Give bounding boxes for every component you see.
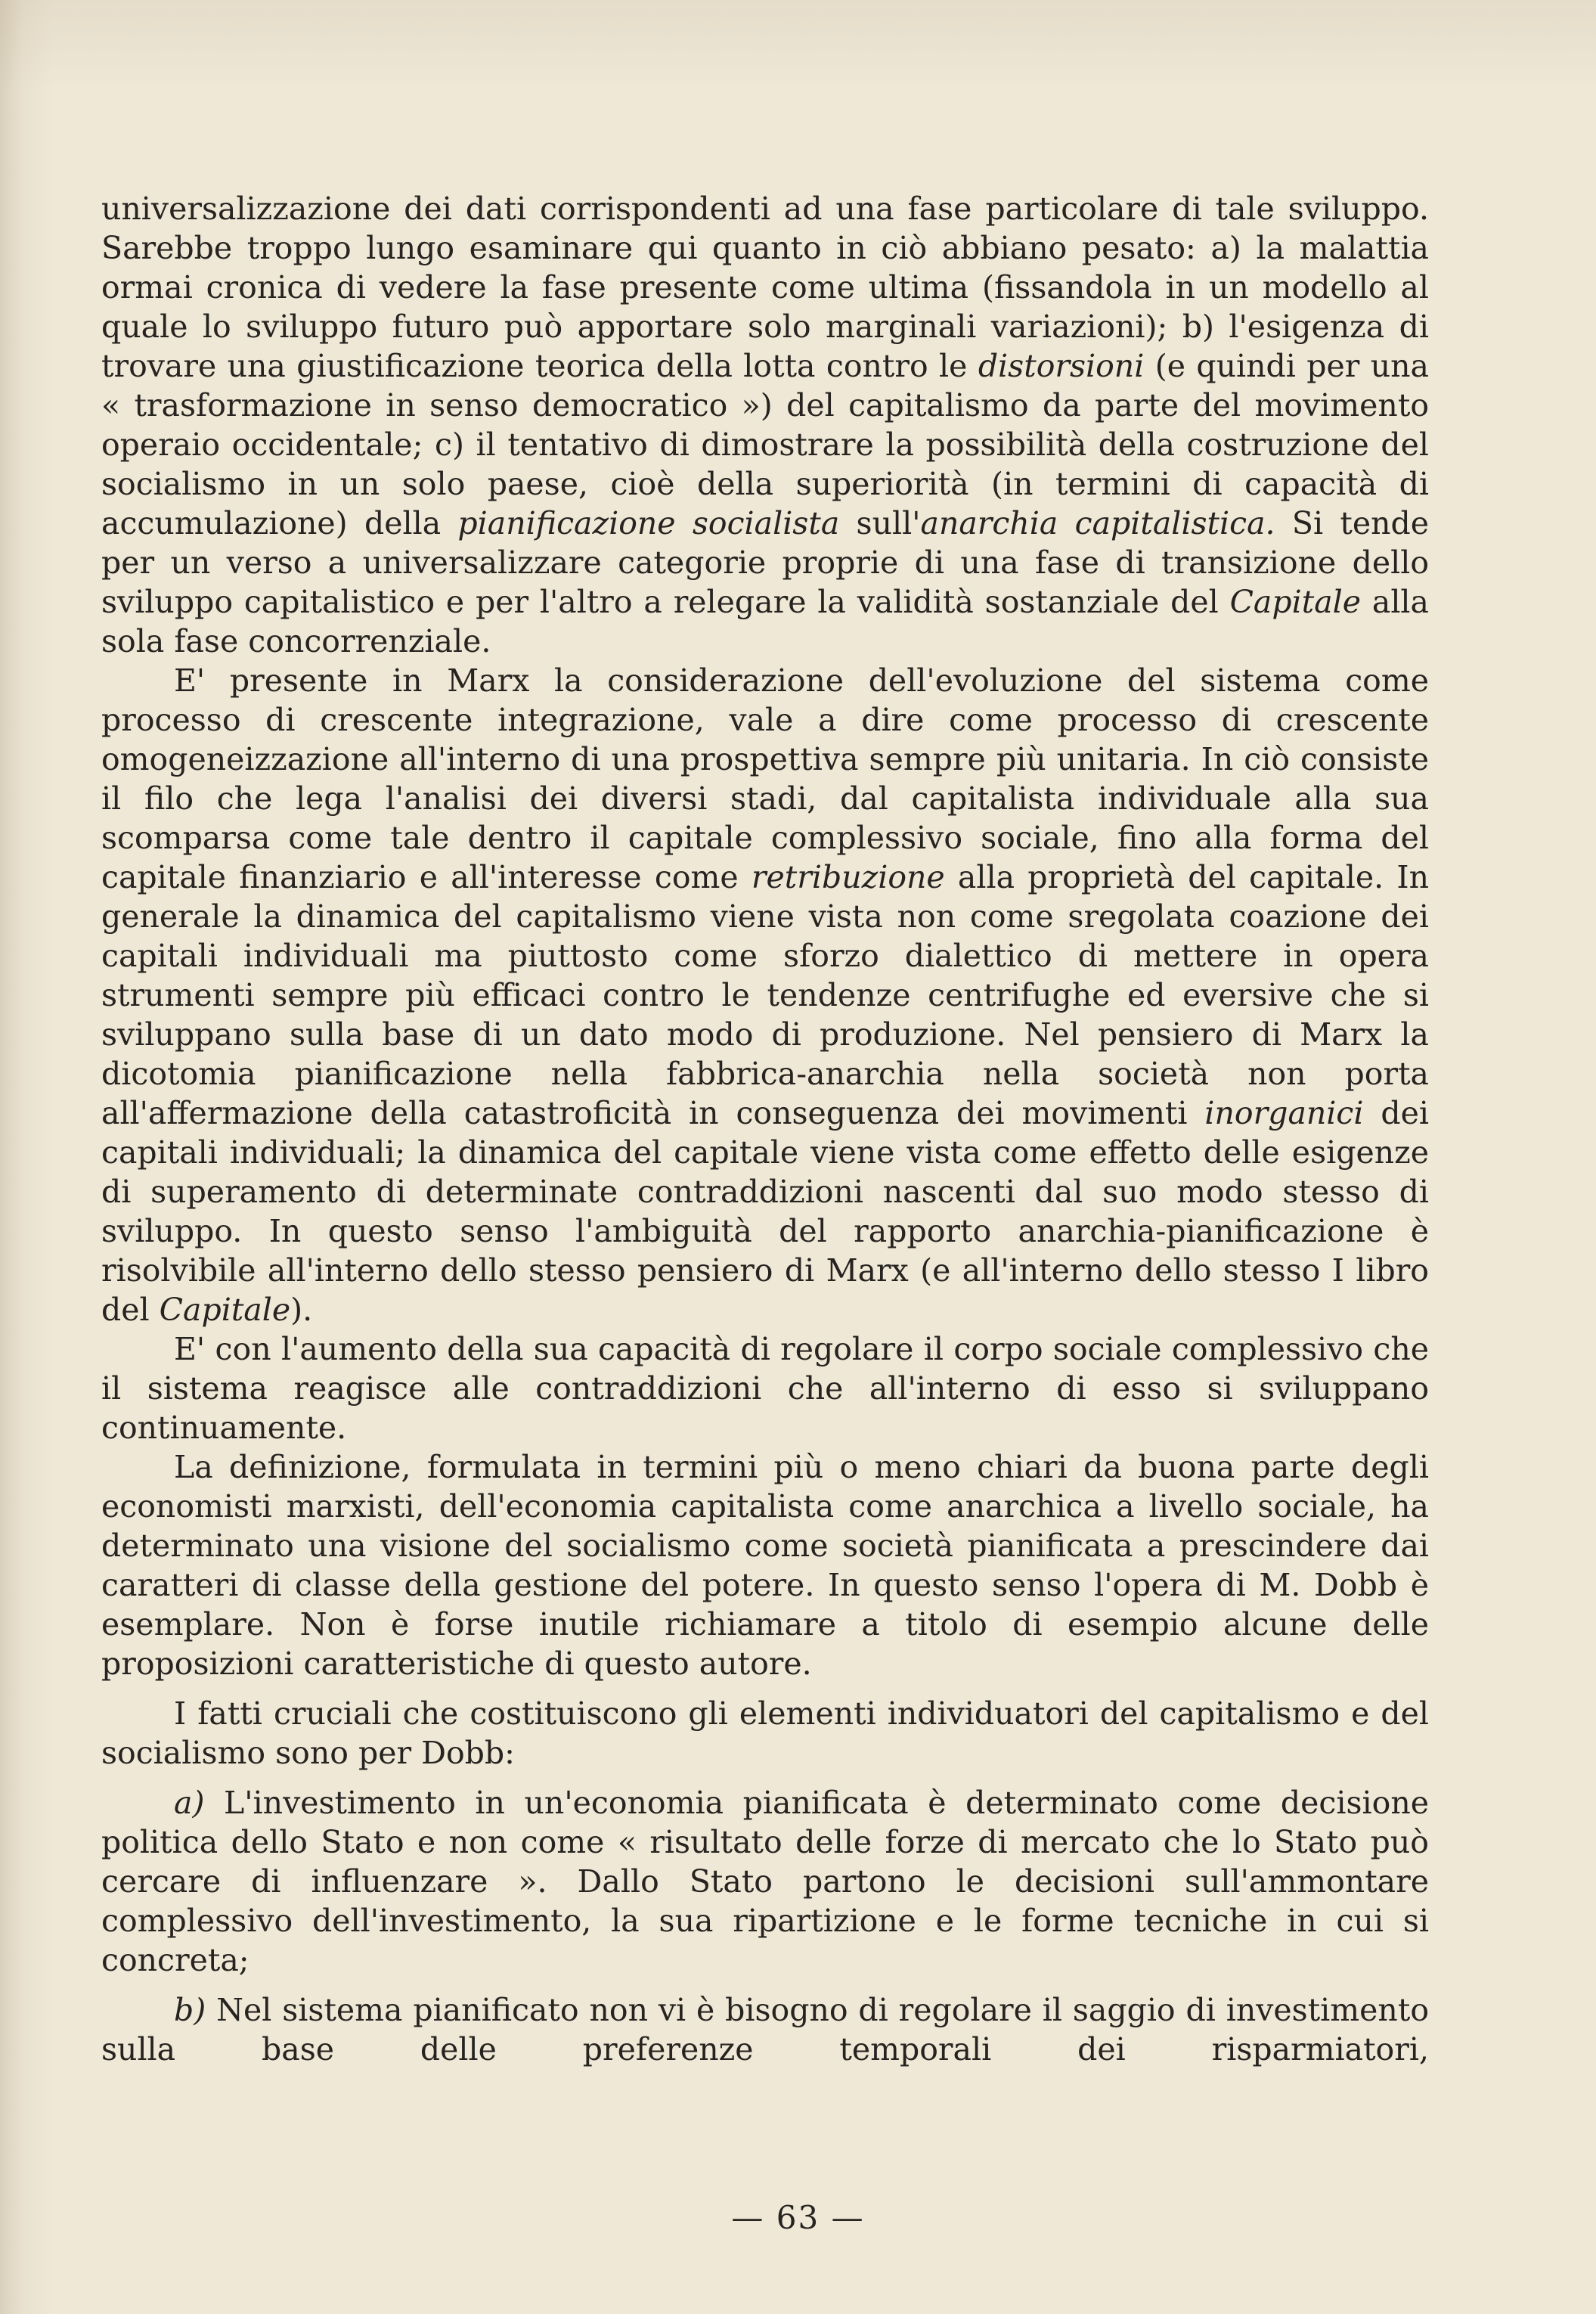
italic-text: a) (174, 1785, 205, 1821)
page-number: — 63 — (731, 2199, 865, 2236)
paragraph (101, 1990, 1429, 2069)
text-run: E' presente in Marx la considerazione dell'evoluzione del sistema come processo di crescente integrazione, vale a dire come processo di crescente omogeneizzazione all'interno di una prospettiva sempre più unitaria. In ciò consiste il filo che lega l'analisi dei diversi stadi, dal capitalista individuale alla sua scomparsa come tale dentro il capitale complessivo sociale, fino alla forma del capitale finanziario e all'interesse come (101, 662, 1429, 895)
text-run: (e quindi per una « trasformazione in senso democratico ») del capitalismo da parte del movimento operaio occidentale; c) il tentativo di dimostrare la possibilità della costruzione del socialismo in un solo paese, cioè della superiorità (in termini di capacità di accumulazione) della (101, 348, 1429, 541)
text-run: Nel sistema pianificato non vi è bisogno di regolare il saggio di investimento sulla base delle preferenze temporali dei risparmiatori, (101, 1992, 1429, 2067)
italic-text: distorsioni (978, 348, 1145, 384)
text-run: sull' (839, 505, 921, 541)
paragraph (101, 1783, 1429, 1980)
text-run: I fatti cruciali che costituiscono gli elementi individuatori del capitalismo e del socialismo sono per Dobb: (101, 1695, 1429, 1771)
italic-text: inorganici (1204, 1095, 1364, 1131)
paragraph (101, 1447, 1429, 1683)
text-run: dei capitali individuali; la dinamica del capitale viene vista come effetto delle esigenze di superamento di determinate contraddizioni nascenti dal suo modo stesso di sviluppo. In questo senso l'ambiguità del rapporto anarchia-pianificazione è risolvibile all'interno dello stesso pensiero di Marx (e all'interno dello stesso I libro del (101, 1095, 1430, 1328)
italic-text: b) (174, 1992, 206, 2028)
italic-text: retribuzione (751, 859, 945, 895)
text-run: La definizione, formulata in termini più o meno chiari da buona parte degli economisti marxisti, dell'economia capitalista come anarchica a livello sociale, ha determinato una visione del socialismo come società pianificata a prescindere dai caratteri di classe della gestione del potere. In questo senso l'opera di M. Dobb è esemplare. Non è forse inutile richiamare a titolo di esempio alcune delle proposizioni caratteristiche di questo autore. (101, 1449, 1429, 1682)
italic-text: anarchia capitalistica. (920, 505, 1275, 541)
text-run: Si tende per un verso a universalizzare categorie proprie di una fase di transizione dello sviluppo capitalistico e per l'altro a relegare la validità sostanziale del (101, 505, 1430, 620)
paragraph (101, 1329, 1429, 1447)
italic-text: pianificazione socialista (457, 505, 840, 541)
text-run: ). (290, 1292, 313, 1328)
text-run: E' con l'aumento della sua capacità di regolare il corpo sociale complessivo che il sistema reagisce alle contraddizioni che all'interno di esso si sviluppano continuamente. (101, 1331, 1429, 1446)
text-run: alla sola fase concorrenziale. (101, 584, 1429, 659)
body-text (101, 189, 1429, 2069)
italic-text: Capitale (159, 1292, 291, 1328)
italic-text: Capitale (1229, 584, 1362, 620)
paragraph (101, 189, 1429, 661)
paragraph (101, 1694, 1429, 1773)
text-run: L'investimento in un'economia pianificata è determinato come decisione politica dello Stato e non come « risultato delle forze di mercato che lo Stato può cercare di influenzare ». Dallo Stato partono le decisioni sull'ammontare complessivo dell'investimento, la sua ripartizione e le forme tecniche in cui si concreta; (101, 1785, 1429, 1978)
text-run: universalizzazione dei dati corrispondenti ad una fase particolare di tale sviluppo. Sarebbe troppo lungo esaminare qui quanto in ciò abbiano pesato: a) la malattia ormai cronica di vedere la fase presente come ultima (fissandola in un modello al quale lo sviluppo futuro può apportare solo marginali variazioni); b) l'esigenza di trovare una giustificazione teorica della lotta contro le (101, 191, 1429, 384)
text-run: alla proprietà del capitale. In generale la dinamica del capitalismo viene vista non come sregolata coazione dei capitali individuali ma piuttosto come sforzo dialettico di mettere in opera strumenti sempre più efficaci contro le tendenze centrifughe ed eversive che si sviluppano sulla base di un dato modo di produzione. Nel pensiero di Marx la dicotomia pianificazione nella fabbrica-anarchia nella società non porta all'affermazione della catastroficità in conseguenza dei movimenti (101, 859, 1430, 1131)
paragraph (101, 661, 1429, 1329)
